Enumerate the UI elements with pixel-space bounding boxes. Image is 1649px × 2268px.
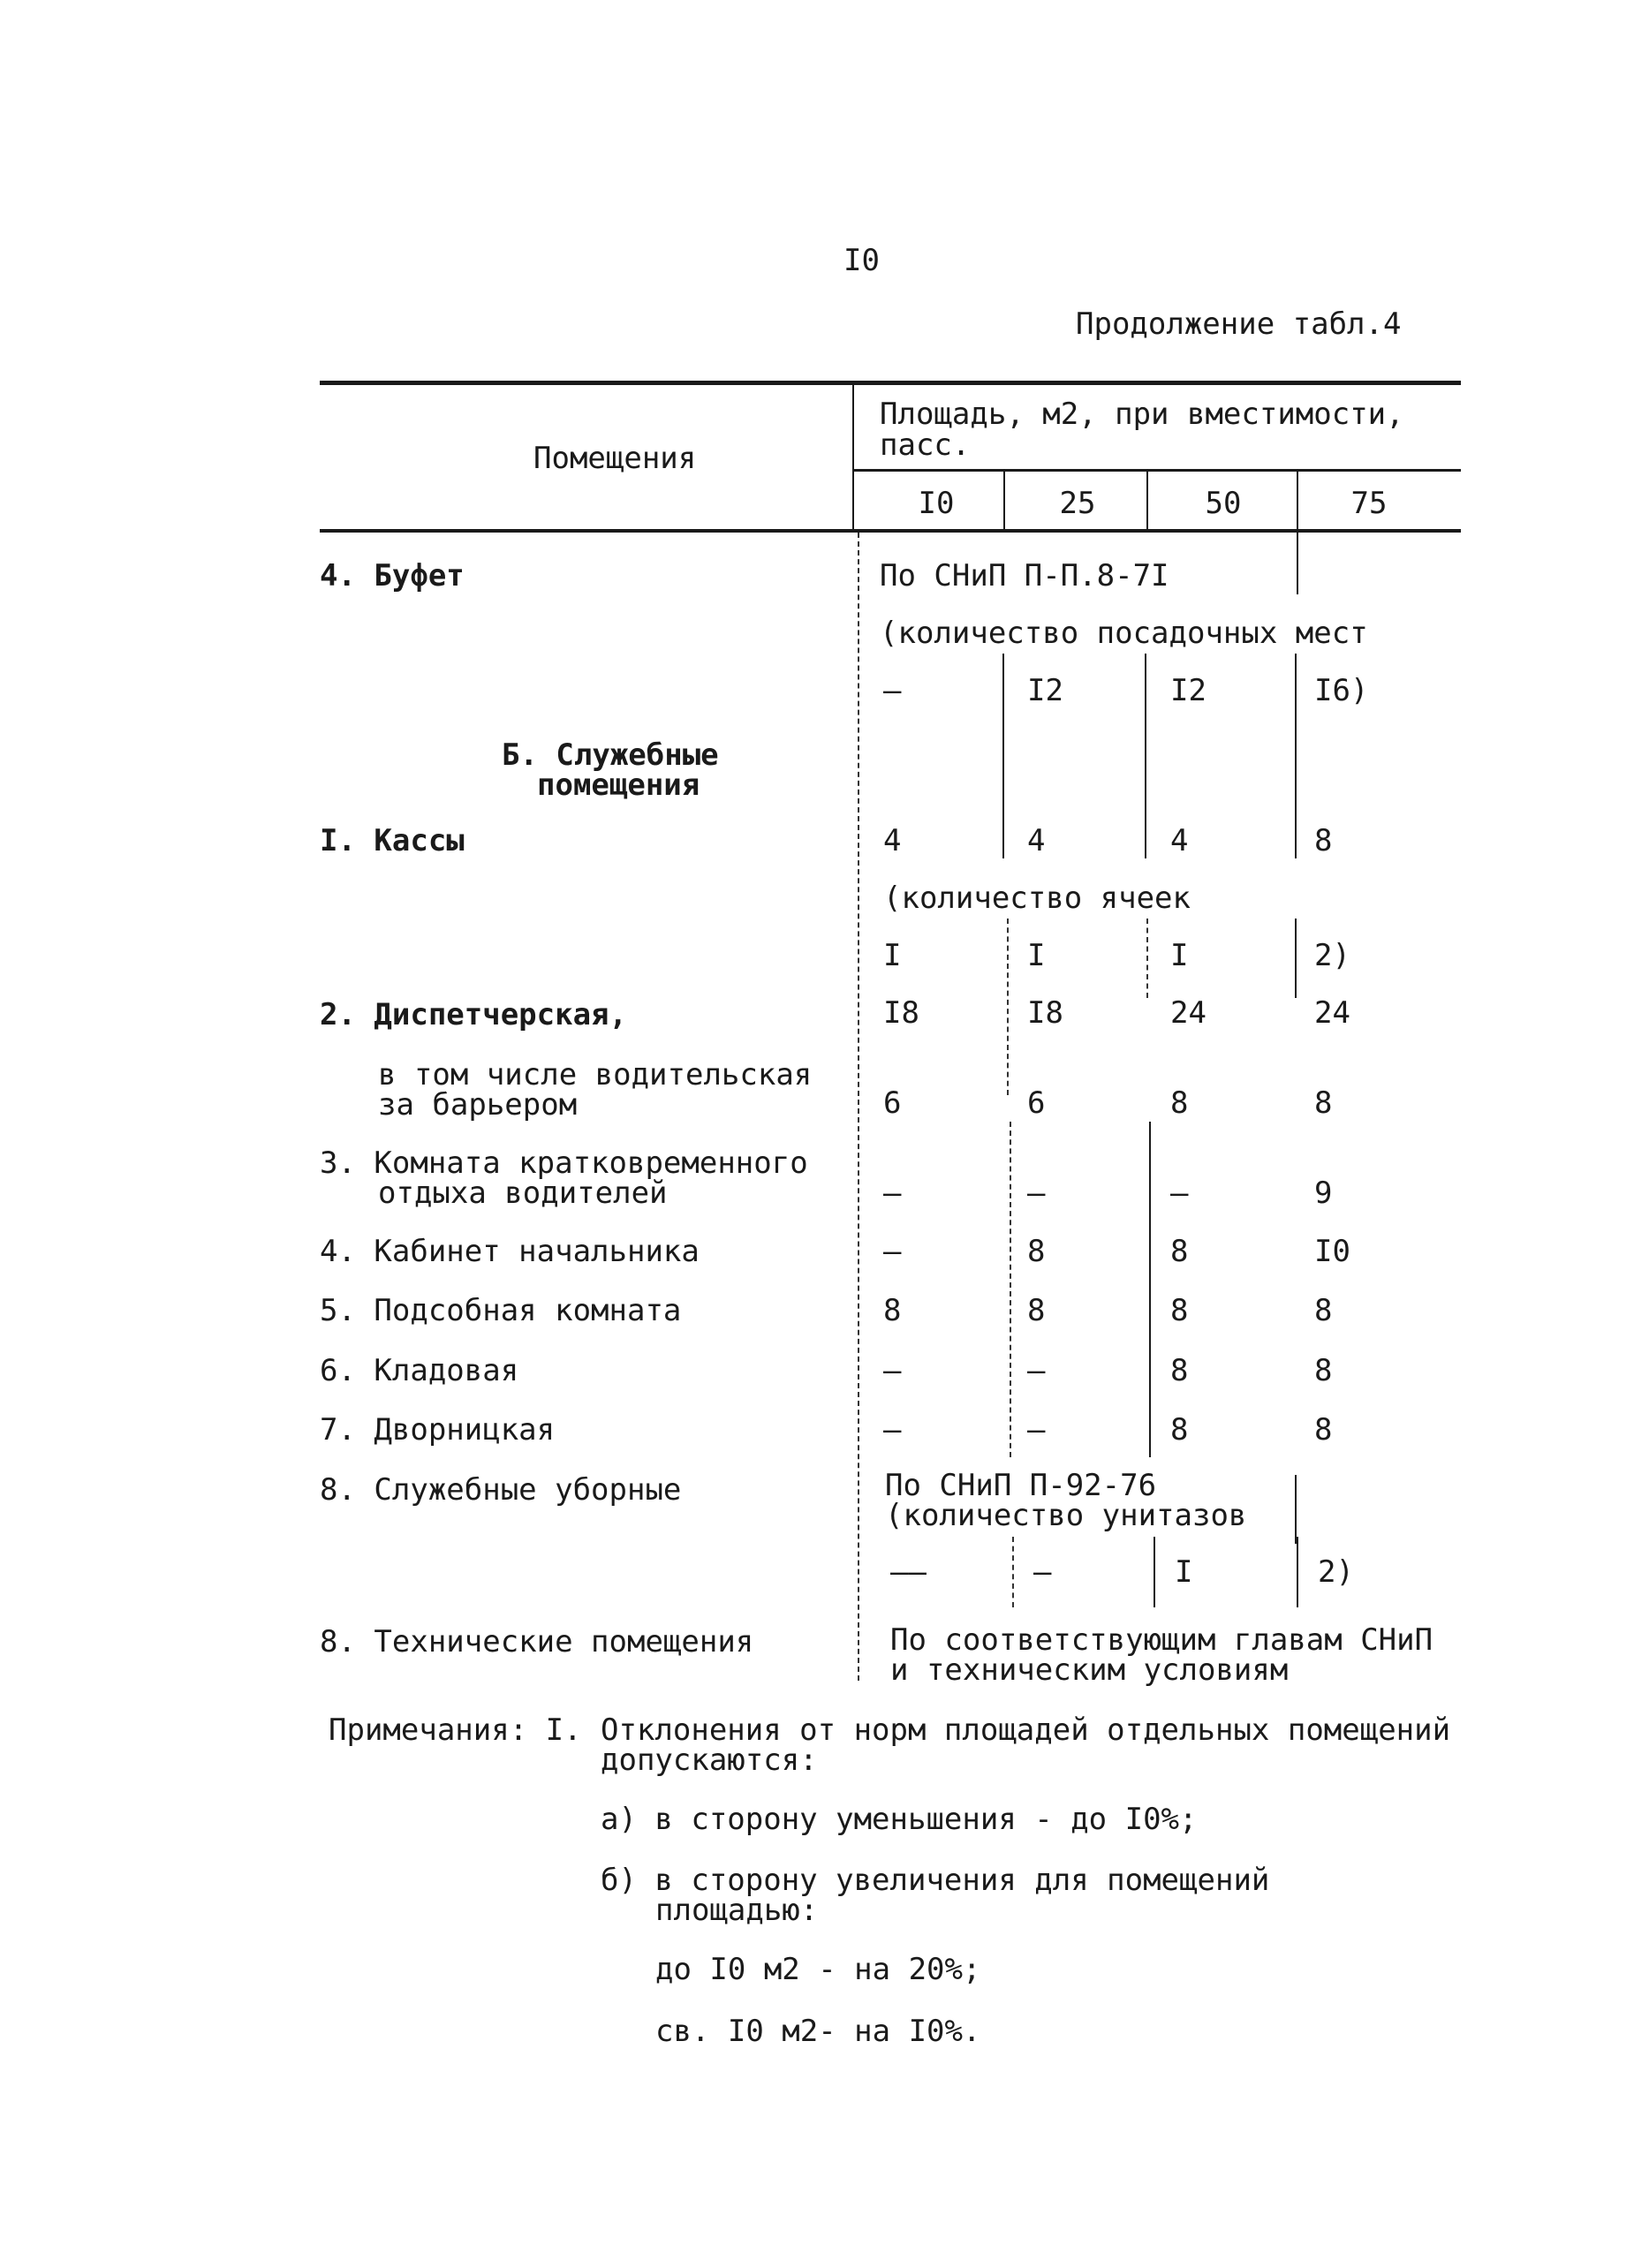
row-storeroom-label: 6. Кладовая <box>320 1353 519 1388</box>
toilets-norm-ref: По СНиП П-92-76 <box>885 1468 1157 1503</box>
buffet-val-25: I2 <box>1027 673 1063 708</box>
toilets-count-note: (количество унитазов <box>885 1498 1247 1533</box>
capacity-50: 50 <box>1205 486 1242 521</box>
toilets-val-75: 2) <box>1318 1554 1354 1590</box>
dispatcher-sub-val-75: 8 <box>1314 1085 1333 1121</box>
col-line-1d <box>1012 1537 1014 1607</box>
row-head-office-label: 4. Кабинет начальника <box>320 1234 700 1269</box>
buffet-col-line <box>1297 533 1298 594</box>
rest-room-val-10: – <box>883 1176 902 1211</box>
notes-line2: допускаются: <box>601 1743 818 1778</box>
col-line-3a <box>1295 654 1297 858</box>
row-dispatcher-label: 2. Диспетчерская, <box>320 997 627 1032</box>
head-office-val-75: I0 <box>1314 1234 1350 1269</box>
kassy-cells-75: 2) <box>1314 938 1350 973</box>
row-kassy-label: I. Кассы <box>320 823 465 858</box>
utility-room-val-10: 8 <box>883 1293 902 1328</box>
kassy-cells-10: I <box>883 938 902 973</box>
storeroom-val-25: – <box>1027 1353 1046 1388</box>
header-bottom-rule <box>320 529 1461 533</box>
janitor-val-10: – <box>883 1412 902 1448</box>
section-b-line2: помещения <box>537 767 700 803</box>
col-line-2d <box>1154 1537 1155 1607</box>
toilets-col-line <box>1295 1475 1297 1544</box>
technical-note-line2: и техническим условиям <box>890 1652 1289 1688</box>
kassy-val-75: 8 <box>1314 823 1333 858</box>
kassy-cell-note: (количество ячеек <box>883 881 1191 916</box>
utility-room-val-75: 8 <box>1314 1293 1333 1328</box>
technical-note-line1: По соответствующим главам СНиП <box>890 1622 1433 1658</box>
row-buffet-label: 4. Буфет <box>320 558 465 593</box>
dispatcher-val-10: I8 <box>883 995 919 1031</box>
janitor-val-75: 8 <box>1314 1412 1333 1448</box>
storeroom-val-50: 8 <box>1170 1353 1189 1388</box>
kassy-val-50: 4 <box>1170 823 1189 858</box>
notes-item-b-large: св. I0 м2- на I0%. <box>655 2014 981 2049</box>
utility-room-val-50: 8 <box>1170 1293 1189 1328</box>
capacity-25: 25 <box>1059 486 1096 521</box>
dispatcher-sub-line2: за барьером <box>378 1087 578 1123</box>
body-divider <box>858 533 859 1681</box>
header-col-divider-1 <box>1003 472 1005 529</box>
col-line-1a <box>1002 654 1004 858</box>
dispatcher-sub-line1: в том числе водительская <box>378 1057 813 1092</box>
row-utility-room-label: 5. Подсобная комната <box>320 1293 682 1328</box>
janitor-val-50: 8 <box>1170 1412 1189 1448</box>
header-col-divider-3 <box>1297 472 1298 529</box>
head-office-val-50: 8 <box>1170 1234 1189 1269</box>
col-line-2b <box>1146 919 1148 998</box>
dispatcher-sub-val-50: 8 <box>1170 1085 1189 1121</box>
notes-item-b-line2: площадью: <box>655 1893 819 1928</box>
head-office-val-25: 8 <box>1027 1234 1046 1269</box>
col-line-1b <box>1007 919 1009 1095</box>
rest-room-val-75: 9 <box>1314 1176 1333 1211</box>
col-line-3d <box>1297 1537 1298 1607</box>
col-line-3b <box>1295 919 1297 998</box>
dispatcher-sub-val-10: 6 <box>883 1085 902 1121</box>
head-office-val-10: – <box>883 1234 902 1269</box>
notes-line1: Отклонения от норм площадей отдельных помещений <box>601 1712 1451 1748</box>
col-line-1c <box>1010 1122 1011 1457</box>
buffet-val-10: – <box>883 673 902 708</box>
toilets-val-25: – <box>1033 1554 1052 1590</box>
kassy-cells-50: I <box>1170 938 1189 973</box>
storeroom-val-10: – <box>883 1353 902 1388</box>
dispatcher-val-25: I8 <box>1027 995 1063 1031</box>
row-rest-room-line1: 3. Комната кратковременного <box>320 1145 808 1181</box>
utility-room-val-25: 8 <box>1027 1293 1046 1328</box>
dispatcher-val-75: 24 <box>1314 995 1350 1031</box>
kassy-val-10: 4 <box>883 823 902 858</box>
notes-item-a: а) в сторону уменьшения - до I0%; <box>601 1802 1198 1837</box>
rest-room-val-50: – <box>1170 1176 1189 1211</box>
capacity-75: 75 <box>1350 486 1388 521</box>
storeroom-val-75: 8 <box>1314 1353 1333 1388</box>
row-rest-room-line2: отдыха водителей <box>378 1176 668 1211</box>
section-b-line1: Б. Служебные <box>502 737 719 773</box>
dispatcher-sub-val-25: 6 <box>1027 1085 1046 1121</box>
continuation-label: Продолжение табл.4 <box>1076 306 1402 342</box>
toilets-val-50: I <box>1175 1554 1193 1590</box>
row-toilets-label: 8. Служебные уборные <box>320 1472 682 1508</box>
notes-item-b-small: до I0 м2 - на 20%; <box>655 1952 981 1987</box>
janitor-val-25: – <box>1027 1412 1046 1448</box>
col-line-2a <box>1145 654 1146 858</box>
header-sub-rule <box>852 469 1461 472</box>
col-line-2c <box>1149 1122 1151 1457</box>
buffet-seat-note: (количество посадочных мест <box>880 616 1368 651</box>
header-divider <box>852 385 854 529</box>
row-janitor-label: 7. Дворницкая <box>320 1412 556 1448</box>
buffet-norm-ref: По СНиП П-П.8-7I <box>880 558 1169 593</box>
page-number: I0 <box>843 243 880 278</box>
buffet-val-50: I2 <box>1170 673 1206 708</box>
notes-item-b-line1: б) в сторону увеличения для помещений <box>601 1863 1270 1898</box>
kassy-val-25: 4 <box>1027 823 1046 858</box>
buffet-val-75: I6) <box>1314 673 1369 708</box>
header-area-line1: Площадь, м2, при вместимости, <box>880 397 1404 432</box>
toilets-val-10: –– <box>890 1554 927 1590</box>
dispatcher-val-50: 24 <box>1170 995 1206 1031</box>
table-top-rule <box>320 381 1461 385</box>
header-rooms: Помещения <box>533 441 697 476</box>
capacity-10: I0 <box>918 486 955 521</box>
rest-room-val-25: – <box>1027 1176 1046 1211</box>
row-technical-label: 8. Технические помещения <box>320 1624 754 1659</box>
kassy-cells-25: I <box>1027 938 1046 973</box>
header-col-divider-2 <box>1146 472 1148 529</box>
notes-prefix: Примечания: I. <box>329 1712 582 1748</box>
header-area-line2: пасс. <box>880 427 971 463</box>
